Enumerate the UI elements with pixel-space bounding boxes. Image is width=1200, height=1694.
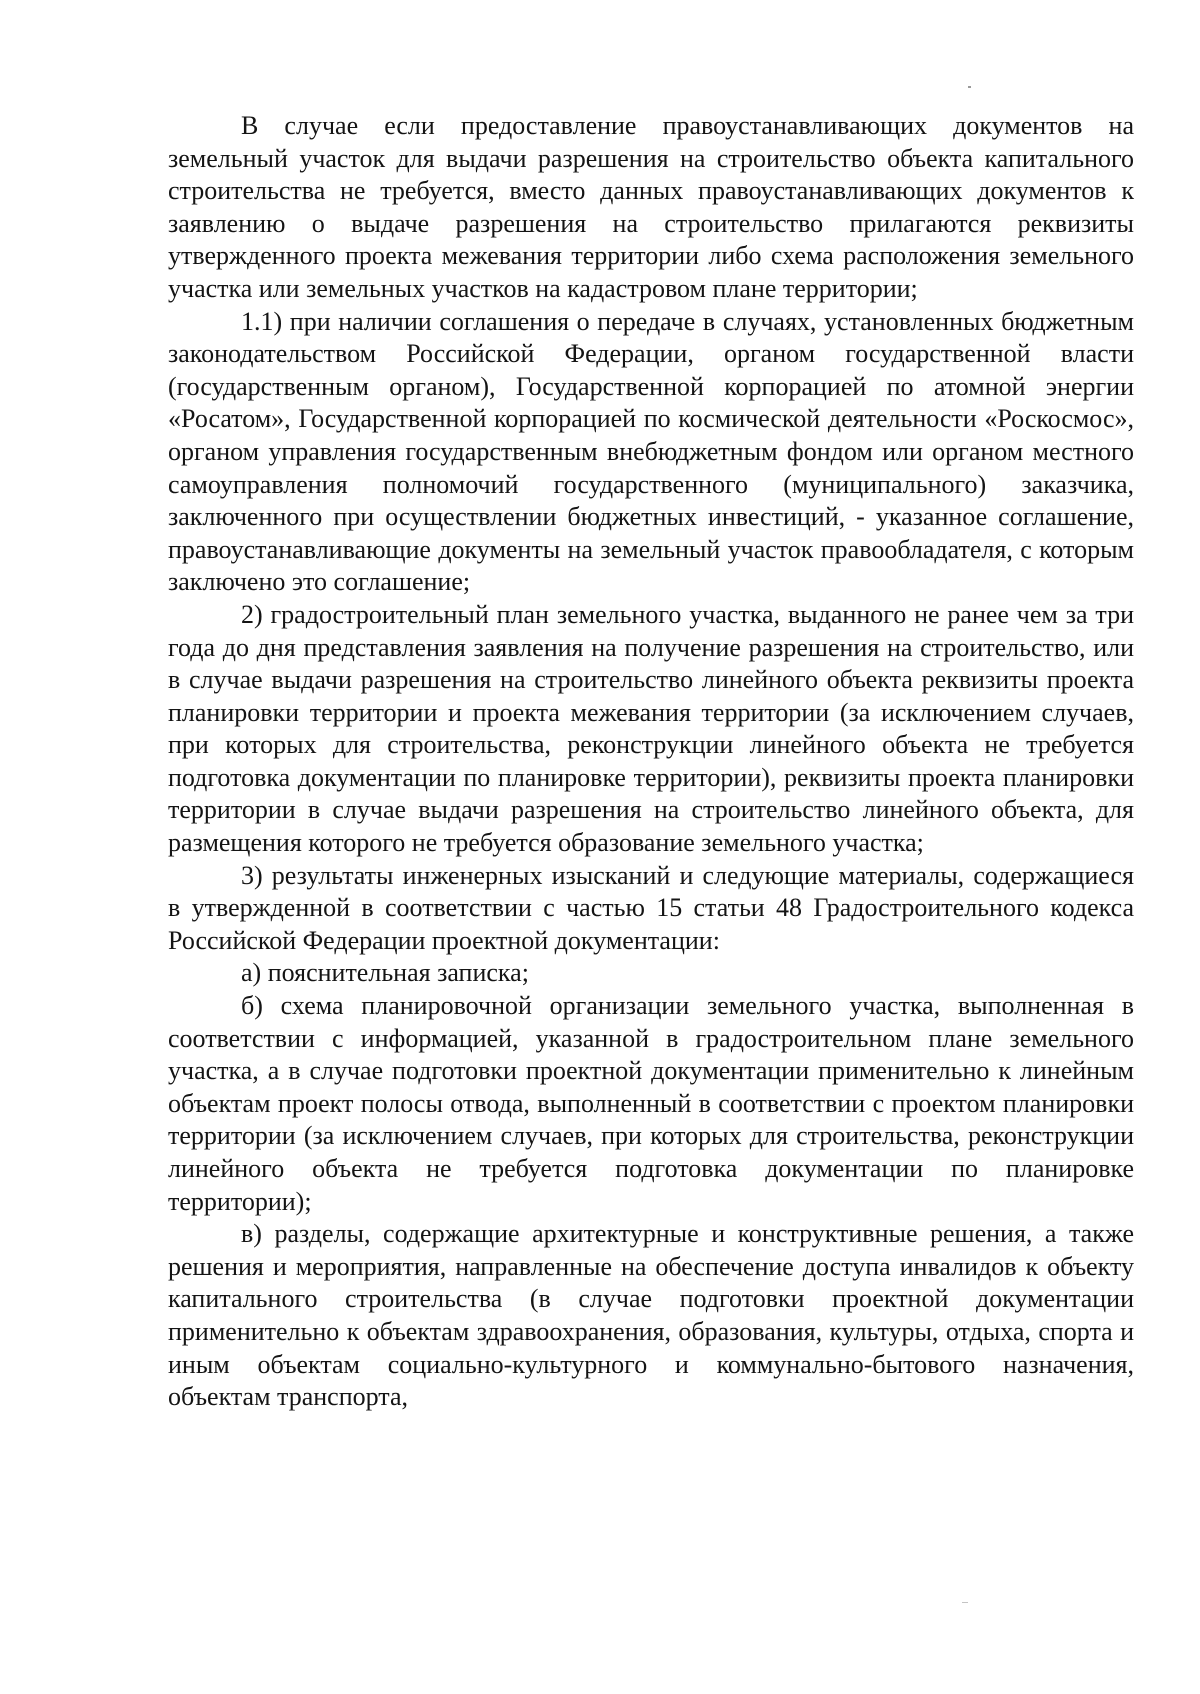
paragraph-b-site-scheme: б) схема планировочной организации земельного участка, выполненная в соответствии с информацией, указанной в градостроительном плане земельного участка, а в случае подготовки проектной документации применительно к линейным объектам проект полосы отвода, выполненный в соответствии с проектом планировки территории (за исключением случаев, при которых для строительства, реконструкции линейного объекта не требуется подготовка документации по планировке территории); [168,991,1134,1216]
paragraph-land-documents: В случае если предоставление правоустанавливающих документов на земельный участок для выдачи разрешения на строительство объекта капитального строительства не требуется, вместо данных правоустанавливающих документов к заявлению о выдаче разрешения на строительство прилагаются реквизиты утвержденного проекта межевания территории либо схема расположения земельного участка или земельных участков на кадастровом плане территории; [168,111,1134,303]
paragraph-a-explanatory-note: а) пояснительная записка; [241,958,529,988]
document-body [168,110,1134,1414]
paragraph-2-urban-plan: 2) градостроительный план земельного участка, выданного не ранее чем за три года до дня представления заявления на получение разрешения на строительство, или в случае выдачи разрешения на строительство линейного объекта реквизиты проекта планировки территории и проекта межевания территории (за исключением случаев, при которых для строительства, реконструкции линейного объекта не требуется подготовка документации по планировке территории), реквизиты проекта планировки территории в случае выдачи разрешения на строительство линейного объекта, для размещения которого не требуется образование земельного участка; [168,599,1134,858]
scan-speck [962,1602,968,1603]
paragraph-3-survey-results: 3) результаты инженерных изысканий и следующие материалы, содержащиеся в утвержденной в соответствии с частью 15 статьи 48 Градостроительного кодекса Российской Федерации проектной документации: [168,860,1134,955]
paragraph-1-1-agreement: 1.1) при наличии соглашения о передаче в случаях, установленных бюджетным законодательством Российской Федерации, органом государственной власти (государственным органом), Государственной корпорацией по атомной энергии «Росатом», Государственной корпорацией по космической деятельности «Роскосмос», органом управления государственным внебюджетным фондом или органом местного самоуправления полномочий государственного (муниципального) заказчика, заключенного при осуществлении бюджетных инвестиций, - указанное соглашение, правоустанавливающие документы на земельный участок правообладателя, с которым заключено это соглашение; [168,306,1134,597]
paragraph-v-architectural-sections: в) разделы, содержащие архитектурные и конструктивные решения, а также решения и мероприятия, направленные на обеспечение доступа инвалидов к объекту капитального строительства (в случае подготовки проектной документации применительно к объектам здравоохранения, образования, культуры, отдыха, спорта и иным объектам социально-культурного и коммунально-бытового назначения, объектам транспорта, [168,1219,1134,1412]
scan-speck [968,86,971,88]
